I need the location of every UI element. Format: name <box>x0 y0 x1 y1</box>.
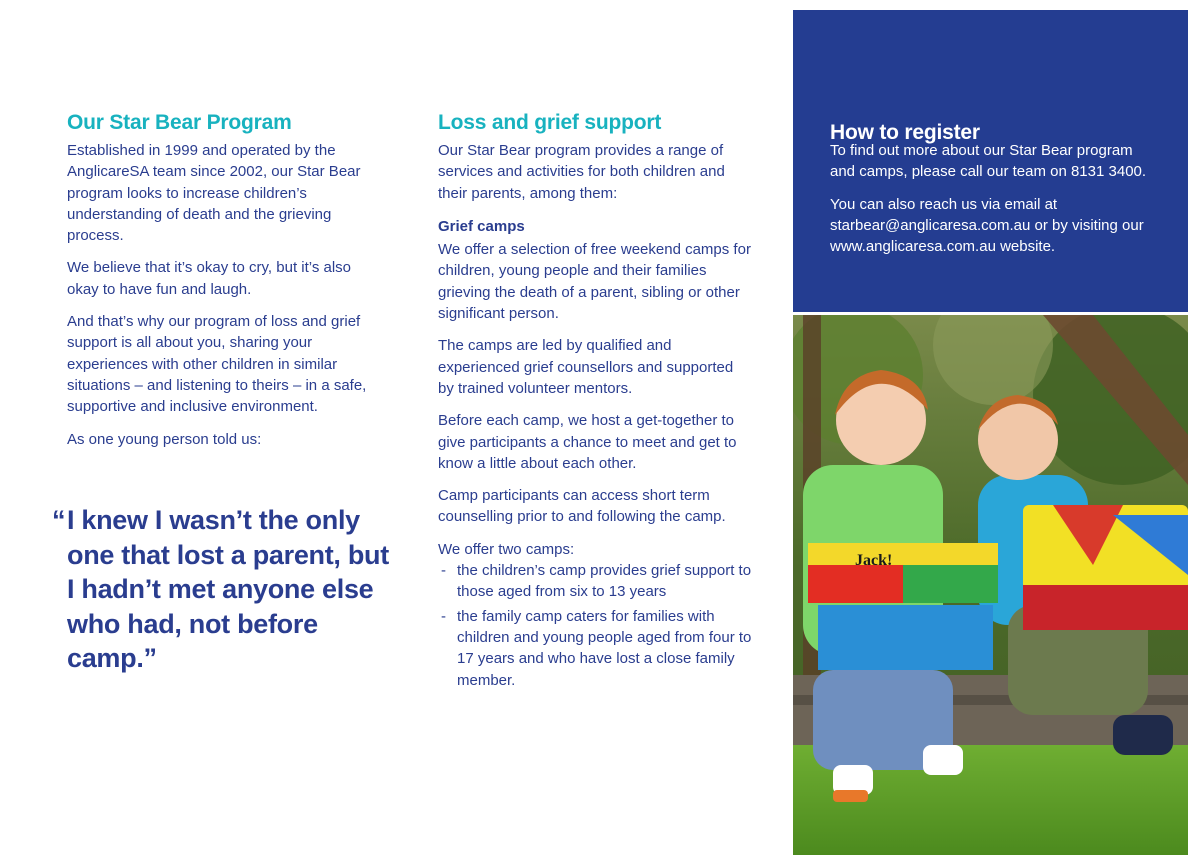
paragraph: The camps are led by qualified and experienced grief counsellors and supported by trained volunteer mentors. <box>438 337 734 397</box>
paragraph: You can also reach us via email at starbear@anglicaresa.com.au or by visiting our www.anglicaresa.com.au website. <box>830 195 1144 256</box>
camps-list <box>438 560 753 691</box>
box-label-jack: Jack! <box>855 552 893 569</box>
paragraph: We believe that it’s okay to cry, but it’s also okay to have fun and laugh. <box>67 259 352 298</box>
heading-star-bear-program: Our Star Bear Program <box>67 111 292 134</box>
quote-text: I knew I wasn’t the only one that lost a parent, but I hadn’t met anyone else who had, not before camp.” <box>67 505 389 674</box>
intro-paragraph: Our Star Bear program provides a range of services and activities for both children and their parents, among them: <box>438 142 725 202</box>
quote-open-mark: “ <box>52 505 66 535</box>
how-to-register-panel <box>793 10 1188 312</box>
paragraph: Established in 1999 and operated by the AnglicareSA team since 2002, our Star Bear program looks to increase children’s understanding of death and the grieving process. <box>67 142 361 245</box>
star-bear-program-text <box>67 140 377 461</box>
paragraph: Before each camp, we host a get-together to give participants a chance to meet and get to know a little about each other. <box>438 412 737 472</box>
pull-quote <box>52 503 392 676</box>
loss-and-grief-text <box>438 140 753 694</box>
paragraph: We offer a selection of free weekend camps for children, young people and their families grieving the death of a parent, sibling or other significant person. <box>438 241 751 323</box>
heading-how-to-register: How to register <box>830 121 980 144</box>
paragraph: As one young person told us: <box>67 430 262 448</box>
paragraph: To find out more about our Star Bear program and camps, please call our team on 8131 3400. <box>830 142 1147 181</box>
register-text <box>830 140 1150 268</box>
heading-loss-and-grief-support: Loss and grief support <box>438 111 662 134</box>
photo-two-boys-with-painted-boxes <box>793 315 1188 855</box>
subheading-grief-camps: Grief camps <box>438 217 525 235</box>
list-item: - the family camp caters for families with children and young people aged from four to 17 years and who have lost a close family member. <box>438 606 753 691</box>
list-intro: We offer two camps: <box>438 540 575 558</box>
paragraph: And that’s why our program of loss and grief support is all about you, sharing your experiences with other children in similar situations – and listening to theirs – in a safe, supportive and inclusive environment. <box>67 313 367 416</box>
photo-illustration <box>793 315 1188 855</box>
list-item: - the children’s camp provides grief support to those aged from six to 13 years <box>438 560 753 603</box>
paragraph: Camp participants can access short term counselling prior to and following the camp. <box>438 487 726 526</box>
